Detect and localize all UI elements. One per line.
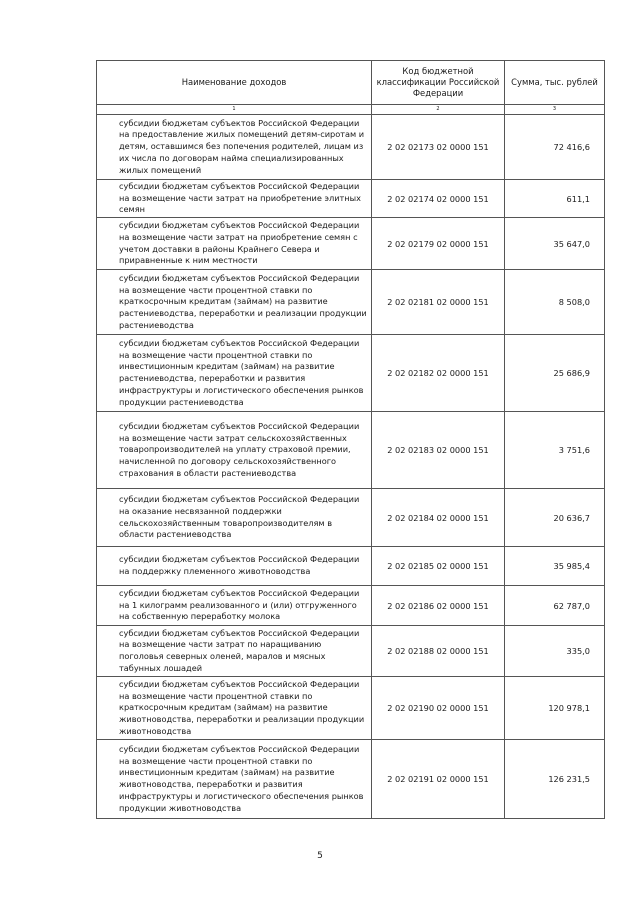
table-row — [97, 489, 605, 547]
table-row — [97, 335, 605, 412]
column-number: 3 — [505, 105, 605, 115]
header-budget-code: Код бюджетной классификации Российской Федерации — [372, 61, 505, 105]
table-row — [97, 412, 605, 489]
revenue-name-cell: субсидии бюджетам субъектов Российской Федерации на возмещение части процентной ставки по краткосрочным кредитам (займам) на развитие животноводства, переработки и реализации продукции животноводства — [97, 677, 372, 740]
budget-code-cell: 2 02 02179 02 0000 151 — [372, 218, 505, 270]
budget-code-cell: 2 02 02190 02 0000 151 — [372, 677, 505, 740]
sum-cell: 120 978,1 — [505, 677, 605, 740]
revenue-name-cell: субсидии бюджетам субъектов Российской Федерации на возмещение части затрат на приобретение семян с учетом доставки в районы Крайнего Севера и приравненные к ним местности — [97, 218, 372, 270]
header-revenue-name: Наименование доходов — [97, 61, 372, 105]
table-row — [97, 740, 605, 819]
table-row — [97, 115, 605, 180]
sum-cell: 62 787,0 — [505, 586, 605, 626]
sum-cell: 335,0 — [505, 626, 605, 677]
budget-code-cell: 2 02 02181 02 0000 151 — [372, 270, 505, 335]
budget-code-cell: 2 02 02191 02 0000 151 — [372, 740, 505, 819]
sum-cell: 8 508,0 — [505, 270, 605, 335]
budget-code-cell: 2 02 02173 02 0000 151 — [372, 115, 505, 180]
revenue-name-cell: субсидии бюджетам субъектов Российской Федерации на возмещение части процентной ставки по инвестиционным кредитам (займам) на развитие животноводства, переработки и развития инфраструктуры и логистического обеспечения рынков продукции животноводства — [97, 740, 372, 819]
budget-code-cell: 2 02 02184 02 0000 151 — [372, 489, 505, 547]
table-row — [97, 547, 605, 586]
revenue-name-cell: субсидии бюджетам субъектов Российской Федерации на возмещение части затрат по наращиванию поголовья северных оленей, маралов и мясных табунных лошадей — [97, 626, 372, 677]
revenue-table — [96, 60, 605, 819]
revenue-name-cell: субсидии бюджетам субъектов Российской Федерации на оказание несвязанной поддержки сельскохозяйственным товаропроизводителям в области растениеводства — [97, 489, 372, 547]
revenue-name-cell: субсидии бюджетам субъектов Российской Федерации на 1 килограмм реализованного и (или) отгруженного на собственную переработку молока — [97, 586, 372, 626]
sum-cell: 35 985,4 — [505, 547, 605, 586]
sum-cell: 611,1 — [505, 180, 605, 218]
revenue-name-cell: субсидии бюджетам субъектов Российской Федерации на возмещение части процентной ставки по краткосрочным кредитам (займам) на развитие растениеводства, переработки и реализации продукции растениеводства — [97, 270, 372, 335]
sum-cell: 20 636,7 — [505, 489, 605, 547]
revenue-name-cell: субсидии бюджетам субъектов Российской Федерации на возмещение части затрат на приобретение элитных семян — [97, 180, 372, 218]
revenue-name-cell: субсидии бюджетам субъектов Российской Федерации на возмещение части процентной ставки по инвестиционным кредитам (займам) на развитие растениеводства, переработки и развития инфраструктуры и логистического обеспечения рынков продукции растениеводства — [97, 335, 372, 412]
table-row — [97, 270, 605, 335]
sum-cell: 35 647,0 — [505, 218, 605, 270]
page-number: 5 — [317, 851, 323, 861]
column-number-row — [97, 105, 605, 115]
table-header-row — [97, 61, 605, 105]
budget-code-cell: 2 02 02174 02 0000 151 — [372, 180, 505, 218]
budget-code-cell: 2 02 02183 02 0000 151 — [372, 412, 505, 489]
header-sum: Сумма, тыс. рублей — [505, 61, 605, 105]
revenue-name-cell: субсидии бюджетам субъектов Российской Федерации на предоставление жилых помещений детям-сиротам и детям, оставшимся без попечения родителей, лицам из их числа по договорам найма специализированных жилых помещений — [97, 115, 372, 180]
sum-cell: 25 686,9 — [505, 335, 605, 412]
budget-code-cell: 2 02 02186 02 0000 151 — [372, 586, 505, 626]
budget-code-cell: 2 02 02185 02 0000 151 — [372, 547, 505, 586]
budget-code-cell: 2 02 02182 02 0000 151 — [372, 335, 505, 412]
column-number: 1 — [97, 105, 372, 115]
column-number: 2 — [372, 105, 505, 115]
sum-cell: 126 231,5 — [505, 740, 605, 819]
table-row — [97, 586, 605, 626]
table-row — [97, 180, 605, 218]
sum-cell: 3 751,6 — [505, 412, 605, 489]
sum-cell: 72 416,6 — [505, 115, 605, 180]
revenue-name-cell: субсидии бюджетам субъектов Российской Федерации на поддержку племенного животноводства — [97, 547, 372, 586]
budget-code-cell: 2 02 02188 02 0000 151 — [372, 626, 505, 677]
table-row — [97, 626, 605, 677]
table-row — [97, 677, 605, 740]
table-row — [97, 218, 605, 270]
revenue-name-cell: субсидии бюджетам субъектов Российской Федерации на возмещение части затрат сельскохозяйственных товаропроизводителей на уплату страховой премии, начисленной по договору сельскохозяйственного страхования в области растениеводства — [97, 412, 372, 489]
